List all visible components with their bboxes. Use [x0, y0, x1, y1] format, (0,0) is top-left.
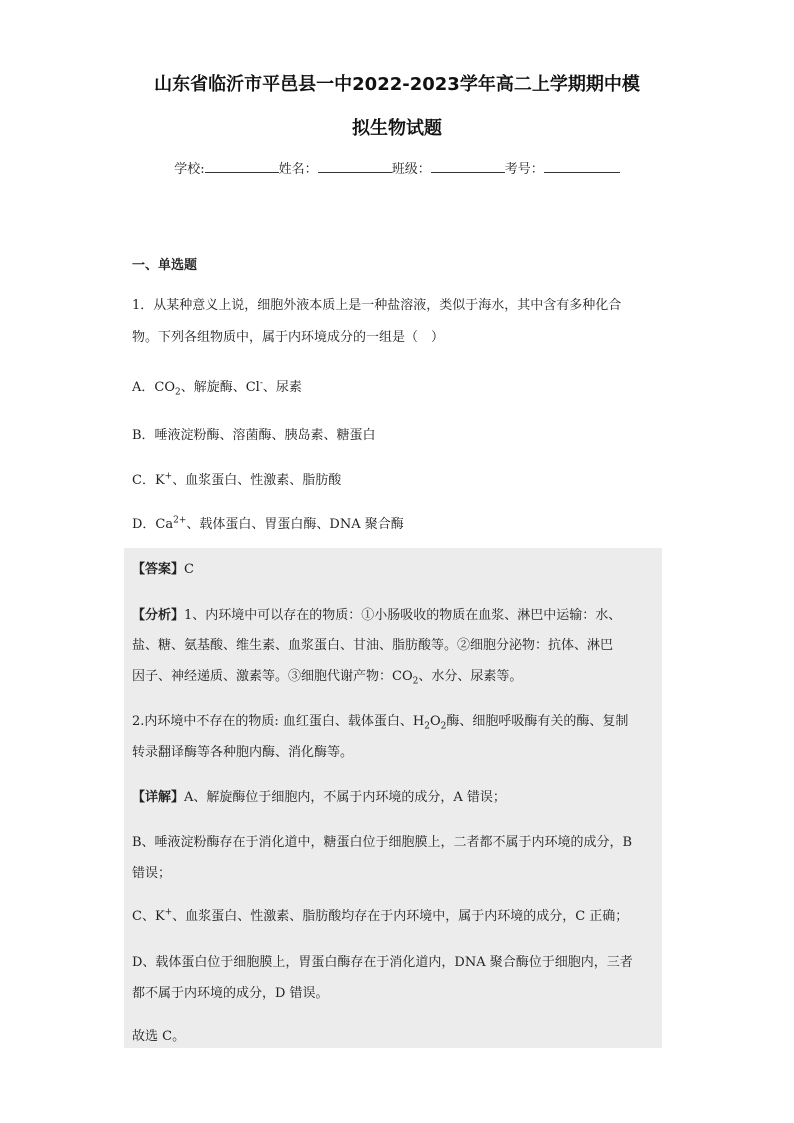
detail-line4: C、K+、血浆蛋白、性激素、脂肪酸均存在于内环境中，属于内环境的成分，C 正确； — [132, 907, 629, 924]
class-field[interactable] — [431, 158, 505, 173]
detail-line5: D、载体蛋白位于细胞膜上，胃蛋白酶存在于消化道内，DNA 聚合酶位于细胞内，三者 — [132, 955, 633, 970]
detail-line6: 都不属于内环境的成分，D 错误。 — [132, 986, 329, 1001]
option-c: C．K+、血浆蛋白、性激素、脂肪酸 — [132, 471, 342, 488]
number-label: 考号： — [504, 162, 544, 177]
school-label: 学校: — [174, 162, 205, 177]
detail-line3: 错误； — [132, 866, 172, 881]
name-field[interactable] — [318, 158, 392, 173]
student-info-row — [0, 158, 794, 177]
document-title-line2: 拟生物试题 — [352, 118, 442, 139]
class-label: 班级： — [391, 162, 431, 177]
detail-line1: 【详解】A、解旋酶位于细胞内，不属于内环境的成分，A 错误； — [132, 790, 506, 805]
school-field[interactable] — [205, 158, 279, 173]
detail-line2: B、唾液淀粉酶存在于消化道中，糖蛋白位于细胞膜上，二者都不属于内环境的成分，B — [132, 835, 633, 850]
option-b: B．唾液淀粉酶、溶菌酶、胰岛素、糖蛋白 — [132, 428, 376, 443]
option-a: A．$CO_2$、解旋酶、Cl-、尿素 — [132, 378, 302, 398]
analysis-line1: 【分析】1、内环境中可以存在的物质：①小肠吸收的物质在血浆、淋巴中运输：水、 — [132, 608, 622, 623]
analysis-line2: 盐、糖、氨基酸、维生素、血浆蛋白、甘油、脂肪酸等。②细胞分泌物：抗体、淋巴 — [132, 638, 614, 653]
analysis-line3: 因子、神经递质、激素等。③细胞代谢产物：$CO_2$、水分、尿素等。 — [132, 669, 523, 687]
analysis-line5: 转录翻译酶等各种胞内酶、消化酶等。 — [132, 745, 354, 760]
document-title-line1: 山东省临沂市平邑县一中2022-2023学年高二上学期期中模 — [154, 74, 640, 95]
number-field[interactable] — [544, 158, 620, 173]
name-label: 姓名： — [278, 162, 318, 177]
analysis-line4: 2.内环境中不存在的物质: 血红蛋白、载体蛋白、$H_2O_2$酶、细胞呼吸酶有关的酶、复制 — [132, 714, 629, 732]
question-stem-line2: 物。下列各组物质中，属于内环境成分的一组是（ ） — [132, 330, 445, 345]
answer-line: 【答案】C — [132, 562, 194, 577]
option-d: D．$Ca^{2+}$、载体蛋白、胃蛋白酶、DNA 聚合酶 — [132, 515, 404, 532]
question-stem-line1: 1．从某种意义上说，细胞外液本质上是一种盐溶液，类似于海水，其中含有多种化合 — [132, 298, 622, 313]
detail-conclusion: 故选 C。 — [132, 1029, 186, 1044]
section-heading: 一、单选题 — [132, 258, 198, 273]
